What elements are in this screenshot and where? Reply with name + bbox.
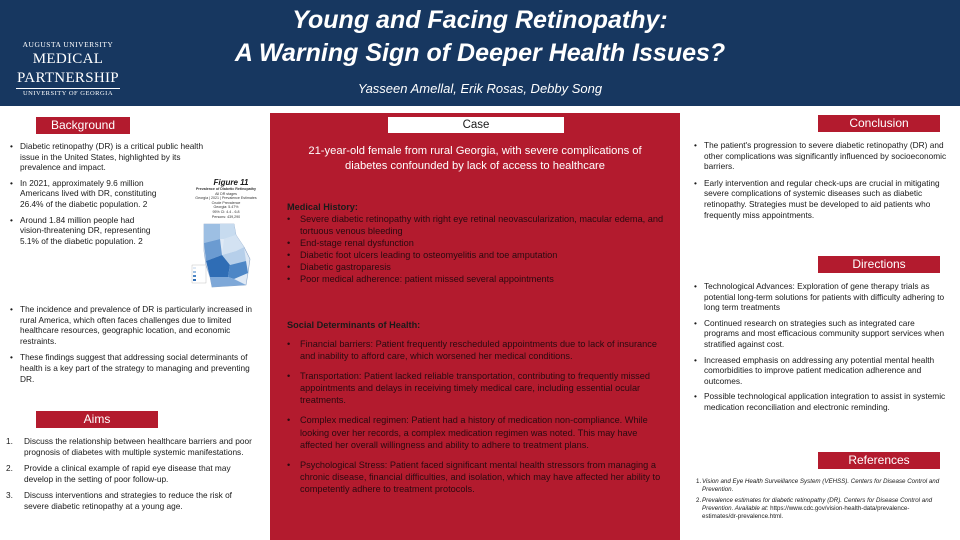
aims-item-number: 3. xyxy=(6,490,13,501)
background-item: • In 2021, approximately 9.6 million Americans lived with DR, constituting 26.4% of the diabetic population. 2 xyxy=(8,178,178,210)
aims-heading: Aims xyxy=(36,411,158,428)
directions-item: • Possible technological application integration to assist in systemic medication reconciliation and electronic reminding. xyxy=(692,391,948,412)
logo-line-3: PARTNERSHIP xyxy=(17,70,119,86)
conclusion-item: • Early intervention and regular check-ups are crucial in mitigating severe complications of systemic diseases such as diabetic retinopathy. Strategies must be developed to aid patients who frequently miss appointments. xyxy=(692,178,948,220)
authors: Yasseen Amellal, Erik Rosas, Debby Song xyxy=(357,81,603,96)
conclusion-item: • The patient's progression to severe diabetic retinopathy (DR) and other complications was significantly influenced by socioeconomic barriers. xyxy=(692,140,948,172)
social-determinant-item: • Complex medical regimen: Patient had a history of medication non-compliance. While looking over her records, a complex medication regimen was noted. This may have affected her overall willingness and ability to adhere to treatment plans. xyxy=(287,414,667,450)
figure-label: Figure 11 xyxy=(213,178,249,187)
directions-list xyxy=(692,281,948,413)
reference-text: Prevalence estimates for diabetic retinopathy (DR). Centers for Disease Control and Prevention. Available at: xyxy=(702,497,933,512)
medical-history-heading: Medical History: xyxy=(287,202,358,212)
case-summary: 21-year-old female from rural Georgia, with severe complications of diabetes confounded by lack of access to healthcare xyxy=(308,145,642,172)
references-heading: References xyxy=(818,452,940,469)
figure-caption: 95% CI: 4.4 - 6.8 xyxy=(212,209,240,214)
figure-caption: Persons: 439,290 xyxy=(211,214,241,219)
left-column xyxy=(0,106,268,540)
medical-history-item: • Diabetic foot ulcers leading to osteomyelitis and toe amputation xyxy=(287,249,667,261)
aims-item-number: 2. xyxy=(6,463,13,474)
title-line-2: A Warning Sign of Deeper Health Issues? xyxy=(234,39,726,67)
background-heading: Background xyxy=(36,117,130,134)
background-item: • Around 1.84 million people had vision-threatening DR, representing 5.1% of the diabetic population. 2 xyxy=(8,215,153,247)
aims-item xyxy=(0,463,252,484)
aims-item xyxy=(0,490,252,511)
social-determinant-item: • Psychological Stress: Patient faced significant mental health stressors from managing a chronic disease, financial difficulties, and isolation, which may have affected her ability to competently adhere to treatment protocols. xyxy=(287,459,667,495)
directions-heading: Directions xyxy=(818,256,940,273)
figure-caption: Crude Prevalence xyxy=(211,200,241,205)
logo-divider xyxy=(16,88,120,89)
logo-line-1: AUGUSTA UNIVERSITY xyxy=(22,40,114,49)
social-determinants-list xyxy=(287,338,667,503)
poster-header xyxy=(0,0,960,106)
medical-history-item: • Diabetic gastroparesis xyxy=(287,261,667,273)
medical-history-list xyxy=(287,213,667,286)
medical-history-item: • Severe diabetic retinopathy with right eye retinal neovascularization, macular edema, and tortuous venous bleeding xyxy=(287,213,667,237)
reference-number: 1. xyxy=(696,478,702,485)
directions-item: • Technological Advances: Exploration of gene therapy trials as potential long-term solutions for patients with difficulty adhering to long term treatments xyxy=(692,281,948,313)
social-determinant-item: • Financial barriers: Patient frequently rescheduled appointments due to lack of insurance and inability to afford care, which worsened her medical conditions. xyxy=(287,338,667,362)
directions-item: • Continued research on strategies such as integrated care programs and most efficacious community support services when stratified against cost. xyxy=(692,318,948,350)
georgia-map-image xyxy=(190,221,262,293)
background-item: • Diabetic retinopathy (DR) is a critical public health issue in the United States, highlighted by its prevalence and impact. xyxy=(8,141,218,173)
conclusion-heading: Conclusion xyxy=(818,115,940,132)
aims-item-text: Discuss interventions and strategies to reduce the risk of severe diabetic retinopathy at a young age. xyxy=(24,490,232,511)
social-determinant-item: • Transportation: Patient lacked reliable transportation, contributing to frequently missed appointments and delays in receiving timely medical care, including essential ocular treatments. xyxy=(287,370,667,406)
figure-1 xyxy=(190,178,262,293)
social-determinants-heading: Social Determinants of Health: xyxy=(287,320,421,330)
reference-item xyxy=(682,478,944,494)
aims-item-text: Provide a clinical example of rapid eye disease that may develop in the setting of poor follow-up. xyxy=(24,463,231,484)
reference-item xyxy=(682,497,944,521)
logo-line-4: UNIVERSITY OF GEORGIA xyxy=(22,90,114,97)
title-line-1: Young and Facing Retinopathy: xyxy=(292,6,668,34)
background-list-top xyxy=(8,141,218,246)
aims-item-number: 1. xyxy=(6,436,13,446)
references-list xyxy=(682,478,944,524)
reference-url[interactable]: https://www.cdc.gov/vision-health-data/prevalence-estimates/dr-prevalence.html. xyxy=(702,505,910,520)
medical-history-item: • Poor medical adherence: patient missed several appointments xyxy=(287,273,667,285)
case-heading: Case xyxy=(388,117,564,133)
aims-item xyxy=(0,436,252,457)
directions-item: • Increased emphasis on addressing any potential mental health comorbidities to improve patient medication adherence and outcomes. xyxy=(692,355,948,387)
conclusion-list xyxy=(692,140,948,220)
poster-title xyxy=(140,4,820,70)
medical-history-item: • End-stage renal dysfunction xyxy=(287,237,667,249)
figure-caption-title: Prevalence of Diabetic Retinopathy xyxy=(195,187,257,191)
aims-item-text: Discuss the relationship between healthcare barriers and poor prognosis of diabetes with multiple systemic manifestations. xyxy=(24,436,252,457)
figure-caption: Georgia: 5.47% xyxy=(213,205,239,210)
figure-caption: Georgia | 2021 | Prevalence Estimates xyxy=(195,196,257,201)
figure-caption: All DR stages xyxy=(215,191,237,196)
reference-text: Vision and Eye Health Surveillance System (VEHSS). Centers for Disease Control and Prevention. xyxy=(702,478,940,493)
background-item: • These findings suggest that addressing social determinants of health is a key part of the strategy to managing and preventing DR. xyxy=(8,352,256,384)
aims-list xyxy=(0,436,252,518)
background-list-bottom xyxy=(8,304,256,384)
right-column xyxy=(682,106,960,540)
case-panel xyxy=(270,113,680,540)
reference-number: 2. xyxy=(696,497,702,504)
logo-line-2: MEDICAL xyxy=(32,51,104,67)
background-item: • The incidence and prevalence of DR is particularly increased in rural America, which often faces challenges due to limited healthcare resources, geographic location, and economic restraints. xyxy=(8,304,256,346)
university-logo xyxy=(8,40,128,97)
